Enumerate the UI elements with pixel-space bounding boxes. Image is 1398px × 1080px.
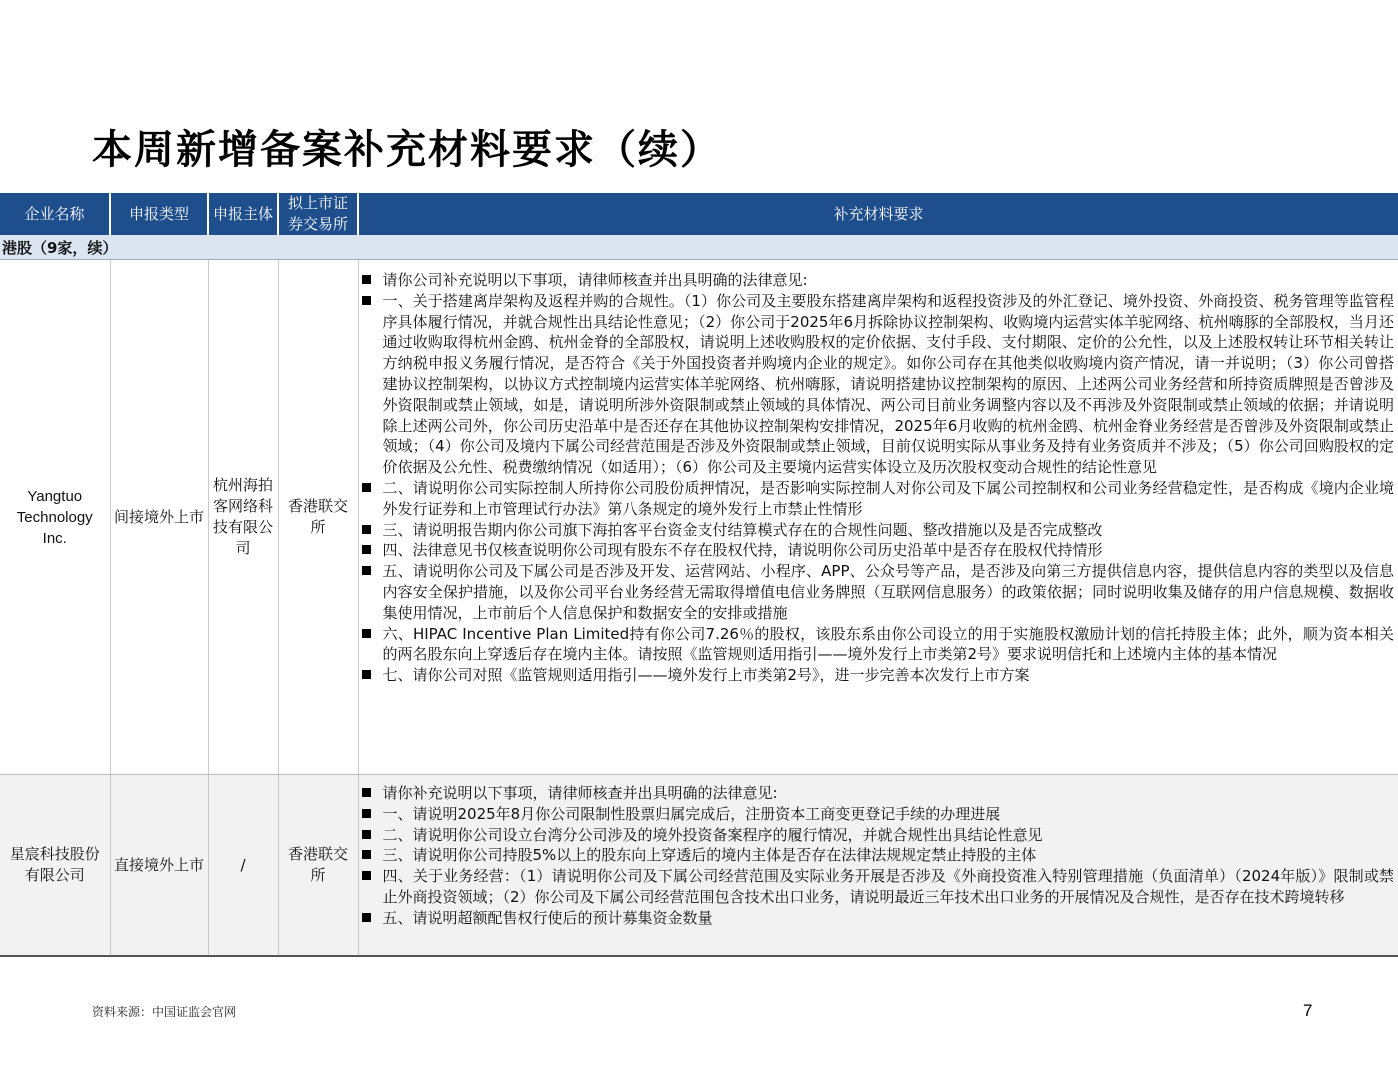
header-exchange: 拟上市证券交易所 xyxy=(278,193,358,235)
bullet-square-icon xyxy=(362,566,371,575)
section-label: 港股（9家，续） xyxy=(0,235,1398,260)
list-item: 二、请说明你公司设立台湾分公司涉及的境外投资备案程序的履行情况，并就合规性出具结论性意见 xyxy=(359,825,1395,846)
table-row xyxy=(0,775,1398,957)
list-item: 四、法律意见书仅核查说明你公司现有股东不存在股权代持，请说明你公司历史沿革中是否存在股权代持情形 xyxy=(359,540,1395,561)
filing-type: 间接境外上市 xyxy=(110,260,208,775)
bullet-square-icon xyxy=(362,670,371,679)
filing-entity: 杭州海拍客网络科技有限公司 xyxy=(208,260,278,775)
bullet-square-icon xyxy=(362,871,371,880)
filing-entity: / xyxy=(208,775,278,957)
bullet-square-icon xyxy=(362,483,371,492)
list-item: 二、请说明你公司实际控制人所持你公司股份质押情况，是否影响实际控制人对你公司及下属公司控制权和公司业务经营稳定性，是否构成《境内企业境外发行证券和上市管理试行办法》第八条规定的境外发行上市禁止性情形 xyxy=(359,478,1395,520)
requirements-list xyxy=(359,260,1395,686)
list-item: 请你补充说明以下事项，请律师核查并出具明确的法律意见: xyxy=(359,783,1395,804)
listing-exchange: 香港联交所 xyxy=(278,260,358,775)
list-item: 五、请说明超额配售权行使后的预计募集资金数量 xyxy=(359,908,1395,929)
requirements-list xyxy=(359,775,1395,929)
bullet-square-icon xyxy=(362,629,371,638)
list-item: 七、请你公司对照《监管规则适用指引——境外发行上市类第2号》，进一步完善本次发行上市方案 xyxy=(359,665,1395,686)
bullet-square-icon xyxy=(362,913,371,922)
page-number: 7 xyxy=(1303,1001,1313,1020)
list-item: 六、HIPAC Incentive Plan Limited持有你公司7.26％的股权，该股东系由你公司设立的用于实施股权激励计划的信托持股主体；此外，顺为资本相关的两名股东向上穿透后存在境内主体。请按照《监管规则适用指引——境外发行上市类第2号》要求说明信托和上述境内主体的基本情况 xyxy=(359,624,1395,666)
header-company: 企业名称 xyxy=(0,193,110,235)
requirements-cell xyxy=(358,775,1398,957)
bullet-square-icon xyxy=(362,830,371,839)
page-title: 本周新增备案补充材料要求（续） xyxy=(92,126,722,173)
section-row xyxy=(0,235,1398,260)
list-item: 四、关于业务经营：（1）请说明你公司及下属公司经营范围及实际业务开展是否涉及《外商投资准入特别管理措施（负面清单）（2024年版）》限制或禁止外商投资领域；（2）你公司及下属公司经营范围包含技术出口业务，请说明最近三年技术出口业务的开展情况及合规性，是否存在技术跨境转移 xyxy=(359,866,1395,908)
list-item: 五、请说明你公司及下属公司是否涉及开发、运营网站、小程序、APP、公众号等产品，是否涉及向第三方提供信息内容，提供信息内容的类型以及信息内容安全保护措施，以及你公司平台业务经营无需取得增值电信业务牌照（互联网信息服务）的政策依据；同时说明收集及储存的用户信息规模、数据收集使用情况，上市前后个人信息保护和数据安全的安排或措施 xyxy=(359,561,1395,623)
list-item: 三、请说明你公司持股5%以上的股东向上穿透后的境内主体是否存在法律法规规定禁止持股的主体 xyxy=(359,845,1395,866)
filing-requirements-table xyxy=(0,193,1398,957)
header-type: 申报类型 xyxy=(110,193,208,235)
list-item: 一、请说明2025年8月你公司限制性股票归属完成后，注册资本工商变更登记手续的办理进展 xyxy=(359,804,1395,825)
bullet-square-icon xyxy=(362,275,371,284)
bullet-square-icon xyxy=(362,525,371,534)
company-name: Yangtuo Technology Inc. xyxy=(0,260,110,775)
filing-type: 直接境外上市 xyxy=(110,775,208,957)
list-item: 一、关于搭建离岸架构及返程并购的合规性。（1）你公司及主要股东搭建离岸架构和返程投资涉及的外汇登记、境外投资、外商投资、税务管理等监管程序具体履行情况，并就合规性出具结论性意见；（2）你公司于2025年6月拆除协议控制架构、收购境内运营实体羊驼网络、杭州嗨豚的全部股权，当月还通过收购取得杭州金鸥、杭州金脊的全部股权，请说明上述收购股权的定价依据、支付手段、支付期限、定价的公允性，以及上述股权转让环节相关转让方纳税申报义务履行情况，是否符合《关于外国投资者并购境内企业的规定》。如你公司存在其他类似收购境内资产情况，请一并说明；（3）你公司曾搭建协议控制架构，以协议方式控制境内运营实体羊驼网络、杭州嗨豚，请说明搭建协议控制架构的原因、上述两公司业务经营和所持资质牌照是否曾涉及外资限制或禁止领域，如是，请说明所涉外资限制或禁止领域的具体情况、两公司目前业务调整内容以及不再涉及外资限制或禁止领域的依据；并请说明除上述两公司外，你公司历史沿革中是否还存在其他协议控制架构安排情况，2025年6月收购的杭州金鸥、杭州金脊业务经营是否曾涉及外资限制或禁止领域；（4）你公司及境内下属公司经营范围是否涉及外资限制或禁止领域，目前仅说明实际从事业务及持有业务资质并不涉及；（5）你公司回购股权的定价依据及公允性、税费缴纳情况（如适用）；（6）你公司及主要境内运营实体设立及历次股权变动合规性的结论性意见 xyxy=(359,291,1395,478)
bullet-square-icon xyxy=(362,788,371,797)
header-entity: 申报主体 xyxy=(208,193,278,235)
bullet-square-icon xyxy=(362,809,371,818)
bullet-square-icon xyxy=(362,545,371,554)
bullet-square-icon xyxy=(362,296,371,305)
bullet-square-icon xyxy=(362,850,371,859)
list-item: 请你公司补充说明以下事项，请律师核查并出具明确的法律意见: xyxy=(359,270,1395,291)
header-requirements: 补充材料要求 xyxy=(358,193,1398,235)
company-name: 星宸科技股份有限公司 xyxy=(0,775,110,957)
source-note: 资料来源：中国证监会官网 xyxy=(92,1005,237,1019)
requirements-cell xyxy=(358,260,1398,775)
list-item: 三、请说明报告期内你公司旗下海拍客平台资金支付结算模式存在的合规性问题、整改措施以及是否完成整改 xyxy=(359,520,1395,541)
table-row xyxy=(0,260,1398,775)
listing-exchange: 香港联交所 xyxy=(278,775,358,957)
table-header-row xyxy=(0,193,1398,235)
